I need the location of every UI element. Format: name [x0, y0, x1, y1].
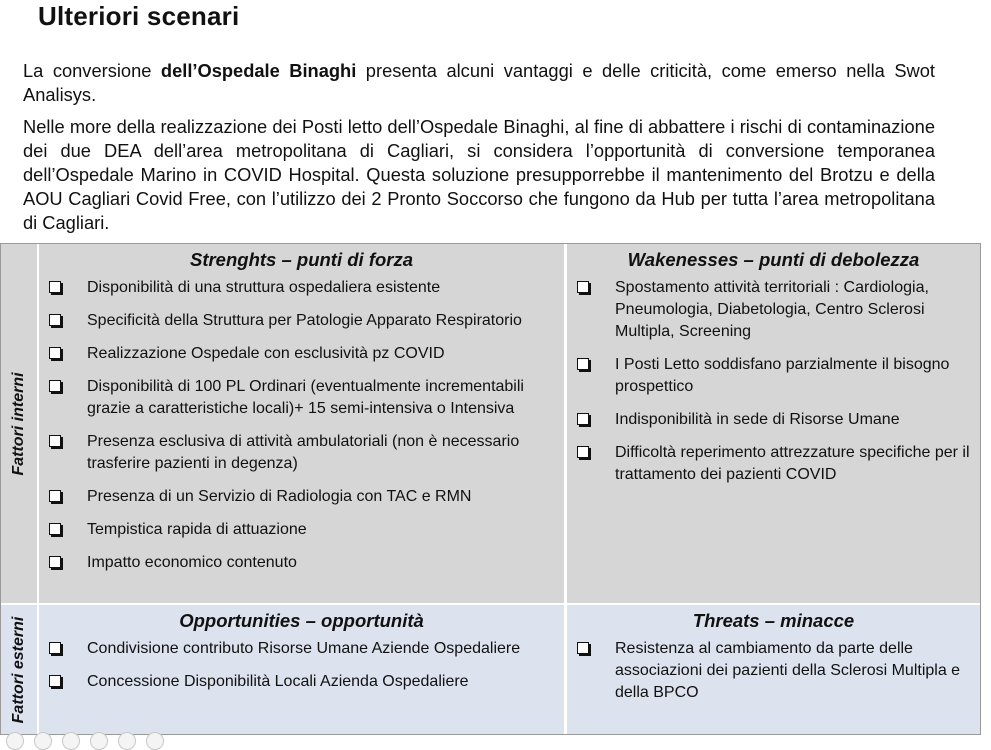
weaknesses-quadrant [565, 244, 980, 605]
checkbox-bullet-icon [577, 446, 589, 458]
list-item [567, 277, 980, 343]
more-options-icon[interactable] [146, 732, 164, 750]
item-text: Disponibilità di una struttura ospedaliera esistente [87, 279, 441, 296]
intro-bold-text: dell’Ospedale Binaghi [160, 60, 357, 81]
list-item [39, 486, 564, 508]
intro-text: presenta alcuni vantaggi e delle criticità, come emerso nella Swot Analisys. [23, 60, 935, 105]
item-text: Concessione Disponibilità Locali Azienda Ospedaliere [87, 673, 469, 690]
checkbox-bullet-icon [577, 642, 589, 654]
checkbox-bullet-icon [49, 347, 61, 359]
list-item [39, 638, 564, 660]
list-item [567, 442, 980, 486]
opportunities-quadrant [39, 605, 564, 734]
item-text: Impatto economico contenuto [87, 554, 297, 571]
side-label-internal: Fattori interni [10, 371, 27, 476]
checkbox-bullet-icon [49, 314, 61, 326]
item-text: Specificità della Struttura per Patologie Apparato Respiratorio [87, 312, 522, 329]
item-text: Presenza di un Servizio di Radiologia con TAC e RMN [87, 488, 472, 505]
item-text: Tempistica rapida di attuazione [87, 521, 307, 538]
side-label-external: Fattori esterni [10, 616, 27, 723]
item-text: Disponibilità di 100 PL Ordinari (eventualmente incrementabili grazie a caratteristiche locali)+ 15 semi-intensiva o Intensiva [87, 378, 524, 417]
strengths-heading: Strenghts – punti di forza [189, 249, 414, 270]
weaknesses-heading: Wakenesses – punti di debolezza [627, 249, 920, 270]
item-text: Condivisione contributo Risorse Umane Aziende Ospedaliere [87, 640, 521, 657]
list-item [39, 376, 564, 420]
opportunities-heading: Opportunities – opportunità [179, 610, 424, 631]
checkbox-bullet-icon [49, 642, 61, 654]
item-text: Difficoltà reperimento attrezzature specifiche per il trattamento dei pazienti COVID [615, 444, 970, 483]
checkbox-bullet-icon [577, 358, 589, 370]
list-item [567, 409, 980, 431]
pen-icon[interactable] [34, 732, 52, 750]
list-item [39, 277, 564, 299]
slide-toolbar [0, 730, 180, 744]
slides-icon[interactable] [62, 732, 80, 750]
checkbox-bullet-icon [577, 413, 589, 425]
checkbox-bullet-icon [49, 556, 61, 568]
item-text: Resistenza al cambiamento da parte delle associazioni dei pazienti della Sclerosi Multipla e della BPCO [615, 640, 961, 701]
item-text: I Posti Letto soddisfano parzialmente il bisogno prospettico [615, 356, 950, 395]
checkbox-bullet-icon [49, 435, 61, 447]
list-item [39, 519, 564, 541]
intro-paragraph-2: Nelle more della realizzazione dei Posti letto dell’Ospedale Binaghi, al fine di abbattere i rischi di contaminazione dei due DEA dell’area metropolitana di Cagliari, si considera l’opportunità di conversione temporanea dell’Ospedale Marino in COVID Hospital. Questa soluzione presupporrebbe il mantenimento del Brotzu e della AOU Cagliari Covid Free, con l’utilizzo dei 2 Pronto Soccorso che fungono da Hub per tutta l’area metropolitana di Cagliari. [23, 116, 935, 233]
side-cell-external [1, 605, 38, 734]
item-text: Presenza esclusiva di attività ambulatoriali (non è necessario trasferire pazienti in degenza) [87, 433, 520, 472]
prev-slide-icon[interactable] [6, 732, 24, 750]
list-item [567, 354, 980, 398]
item-text: Indisponibilità in sede di Risorse Umane [615, 411, 900, 428]
list-item [39, 343, 564, 365]
checkbox-bullet-icon [49, 281, 61, 293]
checkbox-bullet-icon [49, 380, 61, 392]
checkbox-bullet-icon [49, 523, 61, 535]
item-text: Realizzazione Ospedale con esclusività pz COVID [87, 345, 445, 362]
item-text: Spostamento attività territoriali : Cardiologia, Pneumologia, Diabetologia, Centro Sclerosi Multipla, Screening [615, 279, 929, 340]
intro-paragraph-1 [23, 59, 935, 107]
list-item [567, 638, 980, 704]
list-item [39, 671, 564, 693]
opportunities-list [39, 638, 564, 693]
subtitles-icon[interactable] [118, 732, 136, 750]
weaknesses-list [567, 277, 980, 486]
intro-text: La conversione [23, 60, 161, 81]
swot-table [0, 243, 981, 735]
strengths-list [39, 277, 564, 574]
list-item [39, 552, 564, 574]
list-item [39, 310, 564, 332]
threats-quadrant [565, 605, 980, 734]
list-item [39, 431, 564, 475]
checkbox-bullet-icon [49, 490, 61, 502]
page-title: Ulteriori scenari [38, 1, 240, 31]
zoom-icon[interactable] [90, 732, 108, 750]
checkbox-bullet-icon [49, 675, 61, 687]
strengths-quadrant [39, 244, 564, 605]
threats-heading: Threats – minacce [692, 610, 855, 631]
side-cell-internal [1, 244, 38, 605]
checkbox-bullet-icon [577, 281, 589, 293]
threats-list [567, 638, 980, 704]
